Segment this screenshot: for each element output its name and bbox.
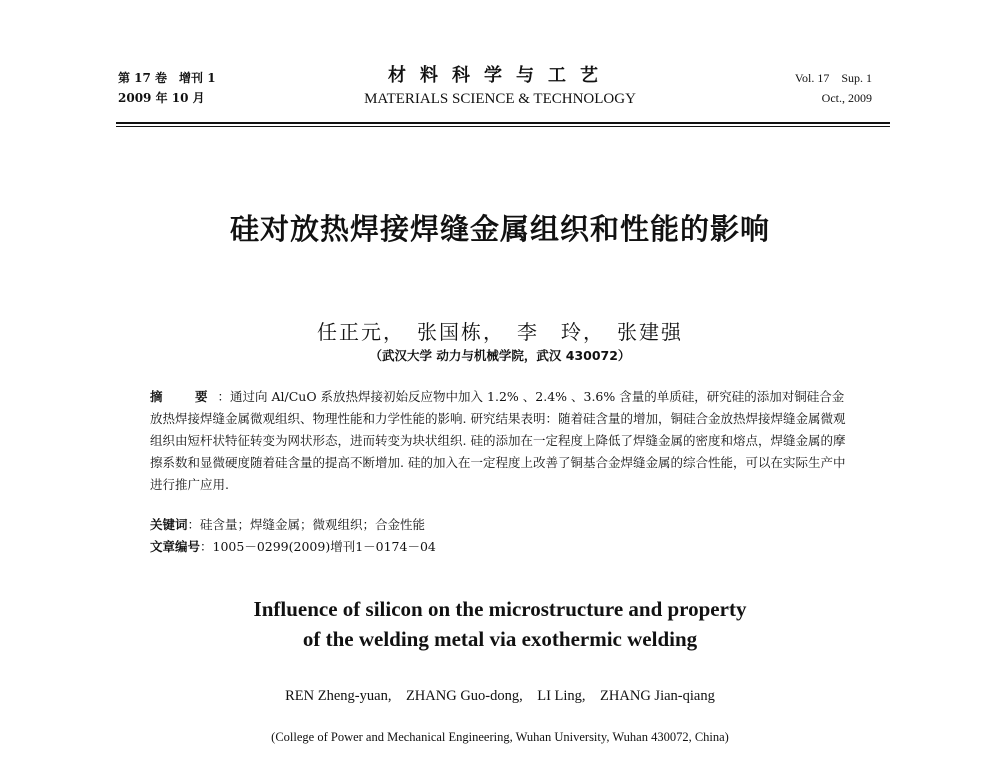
article-id-label: 文章编号 [150, 539, 201, 554]
keywords-label: 关键词 [150, 517, 188, 532]
keywords-text: ：硅含量；焊缝金属；微观组织；合金性能 [187, 517, 426, 532]
journal-name-en: MATERIALS SCIENCE & TECHNOLOGY [364, 91, 636, 107]
volume-en: Vol. 17 Sup. 1 [794, 71, 872, 85]
journal-name-cn: 材料科学与工艺 [388, 65, 612, 86]
title-en-line1: Influence of silicon on the microstructure and property [253, 597, 747, 621]
page-header [0, 0, 1000, 130]
date-en: Oct., 2009 [821, 91, 872, 105]
header-rule-thick [116, 122, 890, 124]
title-en-line2: of the welding metal via exothermic welding [302, 627, 698, 651]
keywords-cn [150, 514, 855, 536]
affiliation-cn: （武汉大学 动力与机械学院，武汉 430072） [369, 348, 631, 363]
volume-cn: 第 17 卷 增刊 1 [118, 71, 216, 85]
paper-title-en [0, 594, 1000, 654]
authors-en: REN Zheng-yuan, ZHANG Guo-dong, LI Ling, ZHANG Jian-qiang [285, 688, 715, 704]
article-id [150, 536, 855, 558]
header-right [795, 68, 872, 108]
date-cn: 2009 年 10 月 [118, 91, 205, 105]
affiliation-en: (College of Power and Mechanical Engineering, Wuhan University, Wuhan 430072, China) [271, 730, 729, 744]
authors-cn: 任正元， 张国栋， 李 玲， 张建强 [317, 320, 683, 344]
abstract-cn [150, 386, 855, 496]
paper-title-cn: 硅对放热焊接焊缝金属组织和性能的影响 [229, 212, 770, 246]
article-id-text: ：1005－0299(2009)增刊1－0174－04 [200, 539, 436, 554]
abstract-label: 摘 要 [150, 389, 218, 404]
header-rule-thin [116, 126, 890, 127]
abstract-text: ：通过向 Al/CuO 系放热焊接初始反应物中加入 1.2% 、2.4% 、3.6% 含量的单质硅，研究硅的添加对铜硅合金放热焊接焊缝金属微观组织、物理性能和力学性能的影响. 研究结果表明：随着硅含量的增加，铜硅合金放热焊接焊缝金属微观组织由短杆状特征转变为网状形态，进而转变为块状组织. 硅的添加在一定程度上降低了焊缝金属的密度和熔点，焊缝金属的摩擦系数和显微硬度随着硅含量的提高不断增加. 硅的加入在一定程度上改善了铜基合金焊缝金属的综合性能，可以在实际生产中进行推广应用. [150, 389, 846, 492]
